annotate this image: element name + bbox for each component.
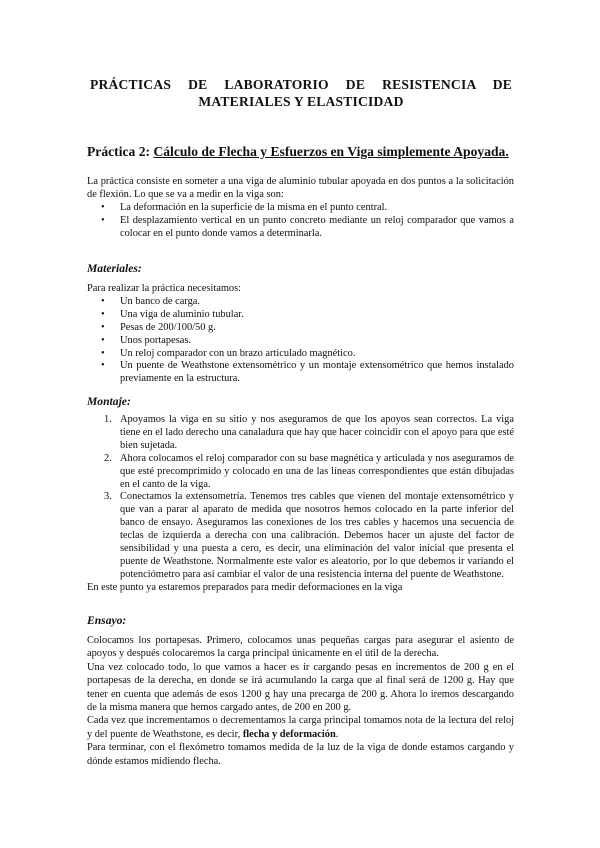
materials-section [87,283,514,386]
list-item: • Un puente de Weathstone extensométrico y un montaje extensométrico que hemos instalado previamente en la estructura. [101,360,514,385]
bullet-icon: • [101,201,105,213]
document-title [90,76,512,110]
assembly-section [87,414,514,595]
test-paragraph-3: Cada vez que incrementamos o decrementamos la carga principal tomamos nota de la lectura del reloj y del puente de Weathstone, es decir, flecha y deformación. [87,715,514,740]
test-paragraph-2: Una vez colocado todo, lo que vamos a hacer es ir cargando pesas en incrementos de 200 g en el portapesas de la derecha, en donde se irá acumulando la carga que al final será de 1200 g. Hay que tener en cuenta que además de esos 1200 g hay una precarga de 200 g. Ahora lo iremos descargando de la misma manera que hemos cargado antes, de 200 en 200 g. [87,661,514,714]
bullet-icon: • [101,334,105,346]
title-line-2: MATERIALES Y ELASTICIDAD [198,94,404,109]
bullet-icon: • [101,214,105,226]
list-item: • La deformación en la superficie de la misma en el punto central. [101,201,388,213]
intro-bullet-list [87,202,514,241]
test-paragraph-1: Colocamos los portapesas. Primero, colocamos unas pequeñas cargas para asegurar el asiento de apoyos y después colocaremos la carga principal únicamente en el útil de la derecha. [87,635,514,660]
practice-name: Cálculo de Flecha y Esfuerzos en Viga simplemente Apoyada. [153,144,509,159]
test-paragraph-4: Para terminar, con el flexómetro tomamos medida de la luz de la viga de donde estamos cargando y dónde estamos midiendo flecha. [87,742,514,767]
list-item: • Un banco de carga. [101,295,201,307]
list-item: 3. Conectamos la extensometría. Tenemos tres cables que vienen del montaje extensométrico y que van a parar al aparato de medida que nosotros hemos colocado en la parte inferior del banco de ensayo. Aseguramos las conexiones de los tres cables y hacemos una secuencia de teclas de izquierda a derecha con una calibración. Debemos hacer un ajuste del factor de sensibilidad y una puesta a cero, es decir, una eliminación del valor inicial que presenta el puente de Weathstone. Normalmente este valor es aleatorio, por lo que debemos ir variando el potenciómetro para así cambiar el valor de una resistencia interna del puente de Weathstone. [104,491,514,580]
practice-heading [87,144,509,160]
list-item: • El desplazamiento vertical en un punto concreto mediante un reloj comparador que vamos a colocar en el punto donde vamos a determinarla. [101,214,514,239]
list-item: • Pesas de 200/100/50 g. [101,321,216,333]
assembly-closing: En este punto ya estaremos preparados para medir deformaciones en la viga [87,581,403,593]
test-section [87,634,514,768]
list-item: • Un reloj comparador con un brazo articulado magnético. [101,347,356,359]
practice-label: Práctica 2: [87,144,151,159]
bullet-icon: • [101,321,105,333]
list-item: 2. Ahora colocamos el reloj comparador con su base magnética y articulada y nos aseguramos de que esté precomprimido y colocado en una de las líneas correspondientes que están dibujadas en el canto de la viga. [104,452,514,490]
bullet-icon: • [101,360,105,372]
bullet-icon: • [101,295,105,307]
list-item: • Una viga de aluminio tubular. [101,308,244,320]
intro-paragraph: La práctica consiste en someter a una viga de aluminio tubular apoyada en dos puntos a la solicitación de flexión. Lo que se va a medir en la viga son: [87,176,514,200]
assembly-steps [87,414,514,582]
assembly-heading: Montaje: [87,395,131,408]
materials-heading: Materiales: [87,262,142,275]
title-line-1: PRÁCTICAS DE LABORATORIO DE RESISTENCIA DE [90,77,512,92]
bullet-icon: • [101,347,105,359]
intro-section [87,176,514,241]
bullet-icon: • [101,308,105,320]
list-item: 1. Apoyamos la viga en su sitio y nos aseguramos de que los apoyos sean correctos. La viga tiene en el lado derecho una canaladura que hay que hacer coincidir con el apoyo para que esté bien sujetada. [104,414,514,451]
list-item: • Unos portapesas. [101,334,191,346]
materials-intro: Para realizar la práctica necesitamos: [87,283,242,294]
materials-bullet-list [87,296,514,386]
emphasis-text: flecha y deformación [242,728,336,740]
test-heading: Ensayo: [87,614,127,627]
